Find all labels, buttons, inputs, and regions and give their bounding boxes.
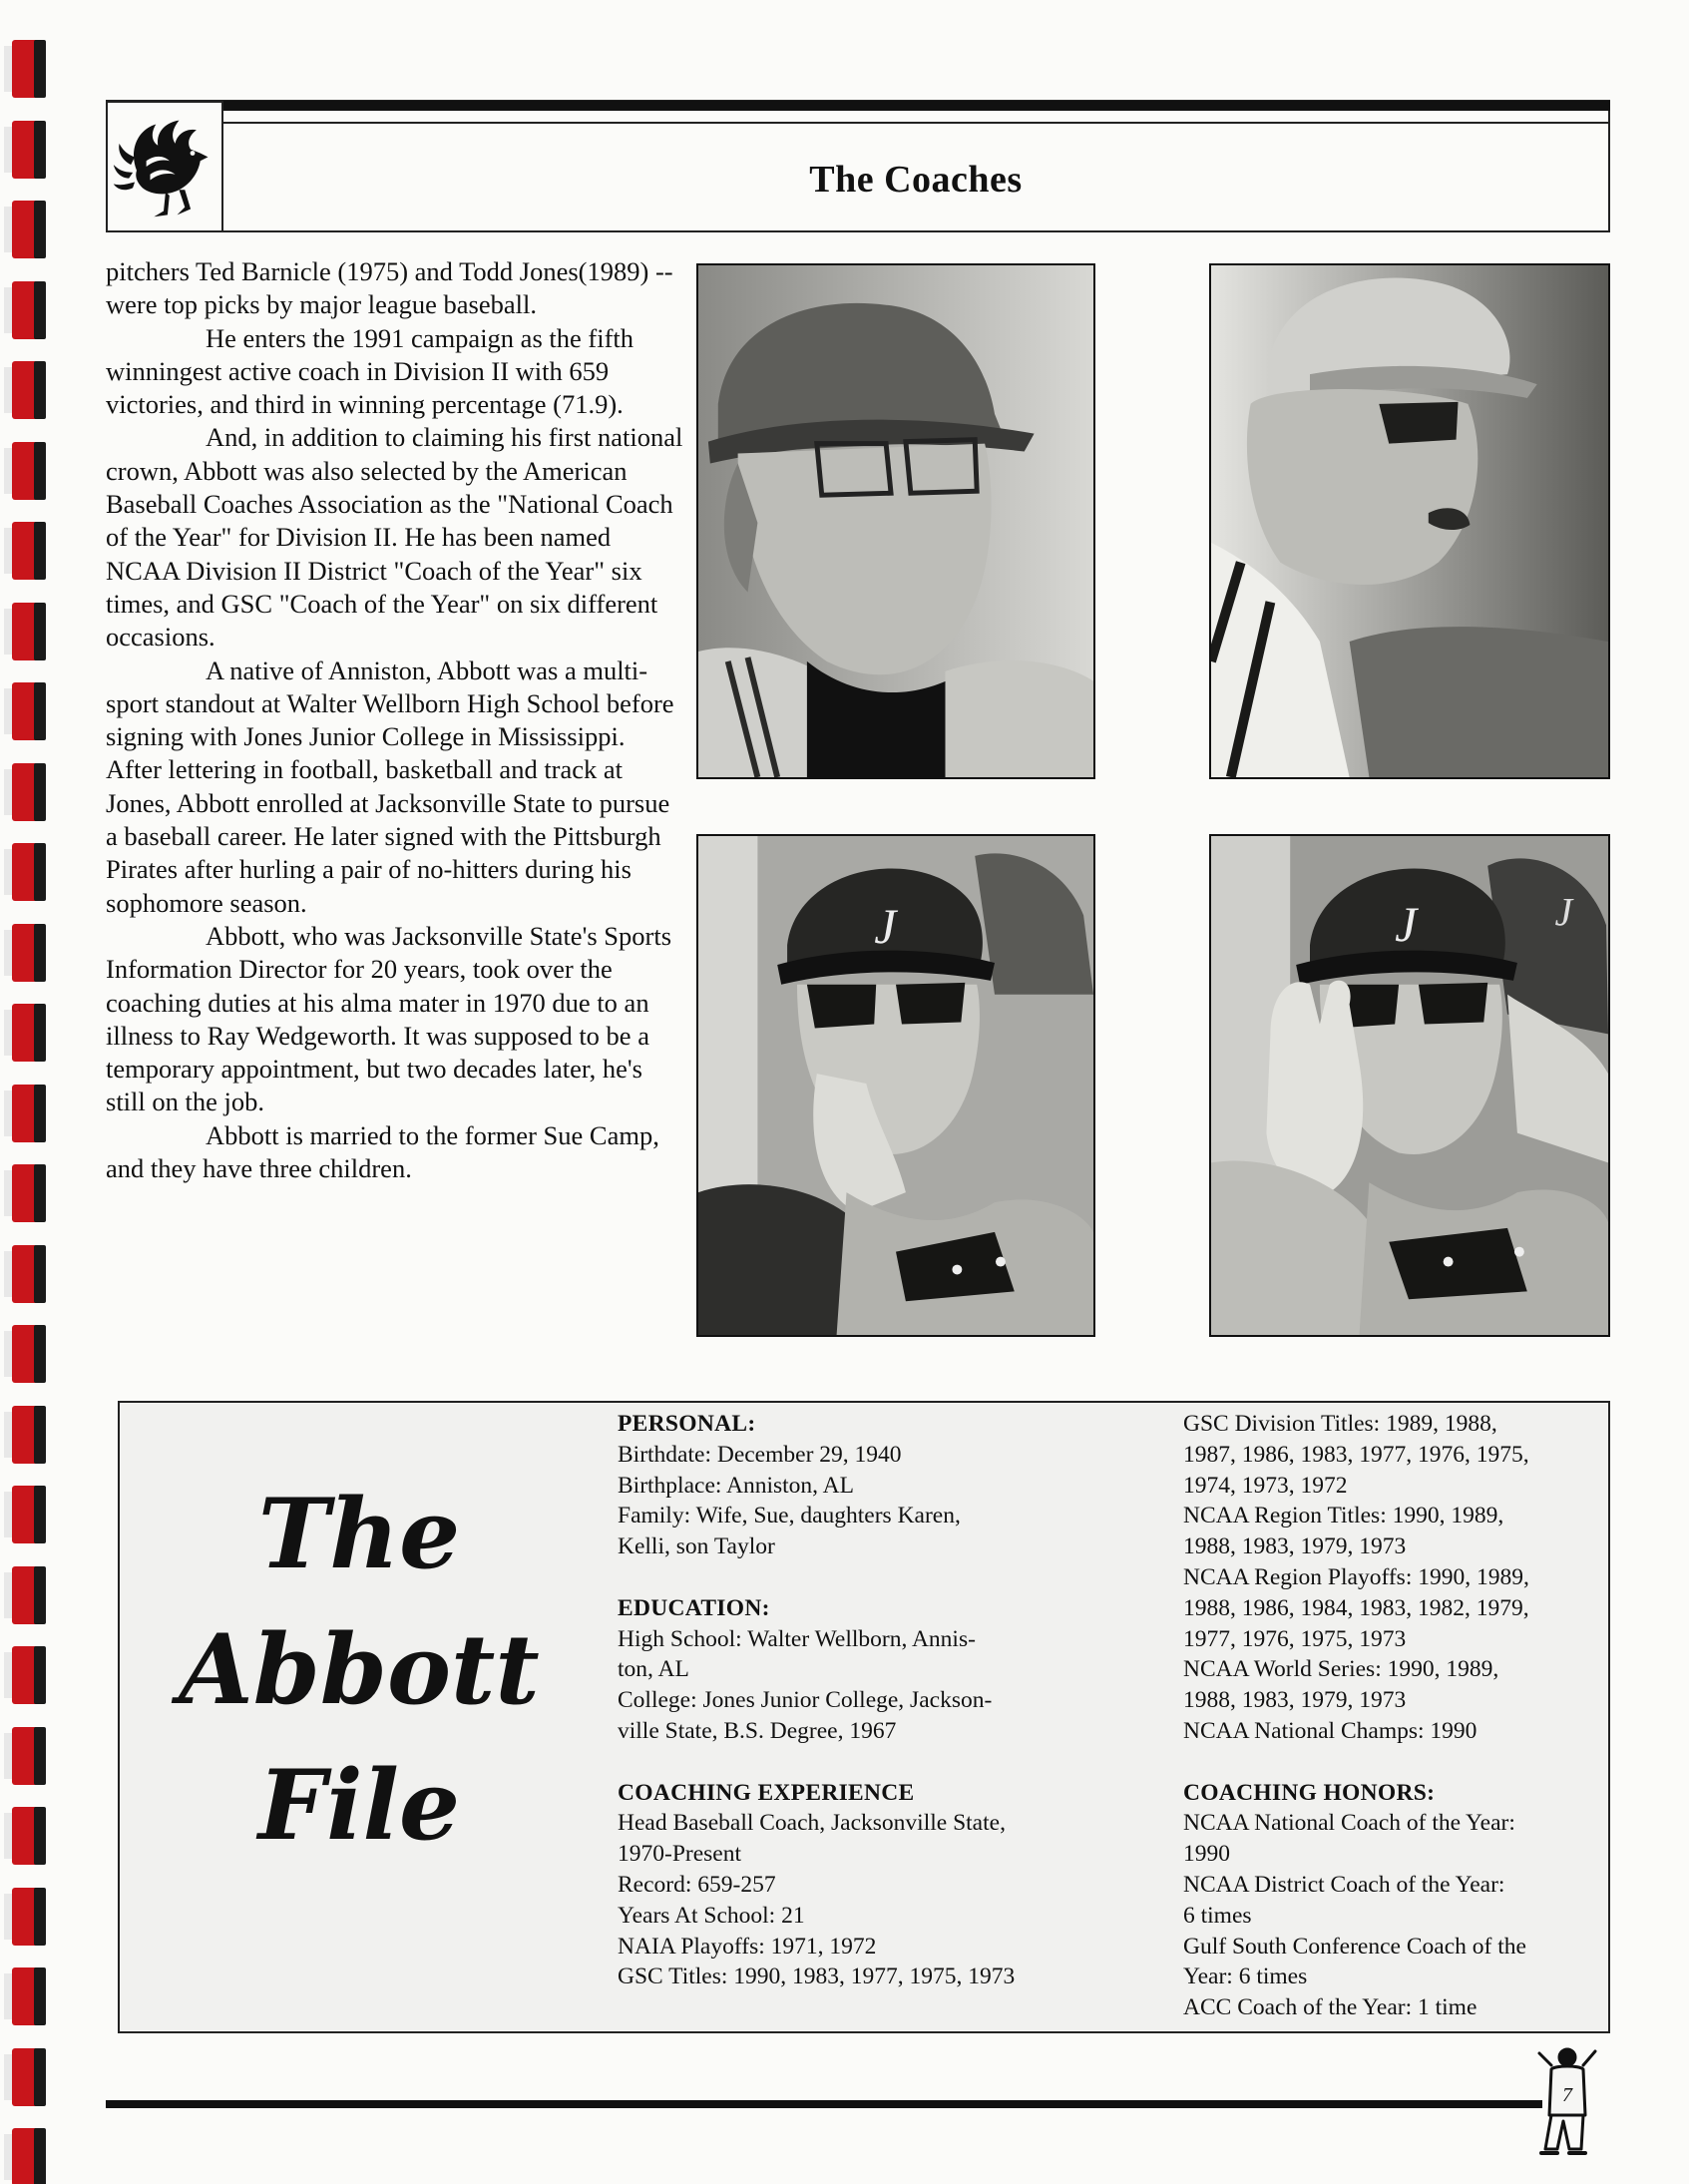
gamecock-icon (108, 103, 221, 231)
coaching-experience-line: Years At School: 21 (618, 1902, 805, 1929)
coaching-honors-line: NCAA District Coach of the Year: (1183, 1871, 1505, 1898)
abbott-file-column-left (618, 1409, 1116, 1992)
binding-ring (4, 121, 48, 179)
coaching-honors-line: NCAA National Coach of the Year: (1183, 1810, 1515, 1837)
binding-ring (4, 1646, 48, 1704)
paragraph: And, in addition to claiming his first national crown, Abbott was also selected by the American Baseball Coaches Association as the "National Coach of the Year" for Division II. He has been named NCAA Division II District "Coach of the Year" six times, and GSC "Coach of the Year" on six different occasions. (106, 422, 683, 653)
titles-line: 1988, 1983, 1979, 1973 (1183, 1687, 1407, 1714)
binding-ring (4, 1406, 48, 1464)
coaching-experience-heading: COACHING EXPERIENCE (618, 1779, 915, 1806)
svg-text:J: J (1554, 890, 1573, 935)
titles-line: 1974, 1973, 1972 (1183, 1472, 1348, 1499)
coach-photo-glasses (696, 263, 1095, 779)
binding-ring (4, 2128, 48, 2184)
page-title: The Coaches (809, 158, 1023, 201)
coaching-experience-line: GSC Titles: 1990, 1983, 1977, 1975, 1973 (618, 1964, 1016, 1990)
coaching-honors-line: Year: 6 times (1183, 1964, 1308, 1990)
binding-ring (4, 442, 48, 500)
binding-ring (4, 843, 48, 901)
binding-ring (4, 1004, 48, 1062)
article-body (106, 255, 684, 1185)
binding-ring (4, 1245, 48, 1303)
page-number: 7 (1562, 2084, 1572, 2106)
svg-text:J: J (874, 899, 897, 955)
personal-line: Family: Wife, Sue, daughters Karen, (618, 1503, 961, 1529)
binding-ring (4, 1325, 48, 1383)
coaching-experience-line: 1970-Present (618, 1841, 742, 1868)
titles-line: GSC Division Titles: 1989, 1988, (1183, 1411, 1497, 1437)
binding-ring (4, 201, 48, 258)
personal-line: Kelli, son Taylor (618, 1533, 775, 1560)
binding-ring (4, 1807, 48, 1865)
paragraph: A native of Anniston, Abbott was a multi-sport standout at Walter Wellborn High School before signing with Jones Junior College in Mississippi. After lettering in football, basketball and track at Jones, Abbott enrolled at Jacksonville State to pursue a baseball career. He later signed with the Pittsburgh Pirates after hurling a pair of no-hitters during his sophomore season. (106, 655, 674, 918)
binding-ring (4, 2048, 48, 2106)
binding-ring (4, 1888, 48, 1946)
binding-ring (4, 1967, 48, 2025)
coaching-experience-line: Record: 659-257 (618, 1871, 776, 1898)
education-line: College: Jones Junior College, Jackson- (618, 1687, 993, 1714)
titles-line: 1977, 1976, 1975, 1973 (1183, 1625, 1407, 1652)
abbott-file-title (140, 1467, 579, 1874)
binding-ring (4, 603, 48, 660)
spiral-binding (0, 40, 55, 2165)
binding-ring (4, 281, 48, 339)
header-title-bar (223, 122, 1608, 230)
coaching-honors-line: Gulf South Conference Coach of the (1183, 1933, 1526, 1960)
coach-photo-hand-raised (1209, 834, 1610, 1337)
education-line: ton, AL (618, 1656, 689, 1683)
footer-rule (106, 2100, 1542, 2108)
binding-ring (4, 361, 48, 419)
titles-line: NCAA National Champs: 1990 (1183, 1717, 1478, 1744)
titles-line: 1988, 1983, 1979, 1973 (1183, 1533, 1407, 1560)
titles-line: 1987, 1986, 1983, 1977, 1976, 1975, (1183, 1441, 1529, 1468)
paragraph: Abbott, who was Jacksonville State's Sports Information Director for 20 years, took over the coaching duties at his alma mater in 1970 due to an illness to Ray Wedgeworth. It was supposed to be a temporary appointment, but two decades later, he's still on the job. (106, 920, 672, 1117)
svg-text:J: J (1395, 897, 1418, 953)
binding-ring (4, 1727, 48, 1785)
titles-line: NCAA Region Playoffs: 1990, 1989, (1183, 1563, 1529, 1590)
coach-photo-hand-on-chin (696, 834, 1095, 1337)
baseball-player-mascot (1529, 2045, 1601, 2161)
personal-line: Birthplace: Anniston, AL (618, 1472, 854, 1499)
paragraph: pitchers Ted Barnicle (1975) and Todd Jones(1989) -- were top picks by major league baseball. (106, 256, 673, 320)
binding-ring (4, 1566, 48, 1624)
coaching-experience-line: Head Baseball Coach, Jacksonville State, (618, 1810, 1006, 1837)
coaching-honors-heading: COACHING HONORS: (1183, 1779, 1436, 1806)
binding-ring (4, 522, 48, 580)
binding-ring (4, 924, 48, 982)
binding-ring (4, 682, 48, 740)
titles-line: NCAA Region Titles: 1990, 1989, (1183, 1503, 1504, 1529)
gamecock-logo (106, 100, 223, 232)
abbott-file-title-line: File (257, 1749, 461, 1862)
abbott-file-column-right (1183, 1409, 1602, 2023)
education-line: ville State, B.S. Degree, 1967 (618, 1717, 897, 1744)
coaching-experience-line: NAIA Playoffs: 1971, 1972 (618, 1933, 877, 1960)
abbott-file-title-line: The (257, 1478, 461, 1590)
binding-ring (4, 1085, 48, 1142)
abbott-file-title-line: Abbott (179, 1613, 540, 1726)
binding-ring (4, 1486, 48, 1543)
coach-photo-sunglasses-profile (1209, 263, 1610, 779)
personal-heading: PERSONAL: (618, 1411, 756, 1437)
coaching-honors-line: ACC Coach of the Year: 1 time (1183, 1994, 1478, 2021)
header-top-rule (221, 101, 1610, 111)
paragraph: Abbott is married to the former Sue Camp, and they have three children. (106, 1119, 659, 1184)
titles-line: NCAA World Series: 1990, 1989, (1183, 1656, 1499, 1683)
coaching-honors-line: 1990 (1183, 1841, 1230, 1868)
binding-ring (4, 763, 48, 821)
education-heading: EDUCATION: (618, 1594, 770, 1621)
binding-ring (4, 1164, 48, 1222)
education-line: High School: Walter Wellborn, Annis- (618, 1625, 976, 1652)
coaching-honors-line: 6 times (1183, 1902, 1252, 1929)
personal-line: Birthdate: December 29, 1940 (618, 1441, 902, 1468)
paragraph: He enters the 1991 campaign as the fifth winningest active coach in Division II with 659 victories, and third in winning percentage (71.9). (106, 322, 634, 420)
baseball-player-icon (1529, 2045, 1601, 2161)
titles-line: 1988, 1986, 1984, 1983, 1982, 1979, (1183, 1594, 1529, 1621)
binding-ring (4, 40, 48, 98)
